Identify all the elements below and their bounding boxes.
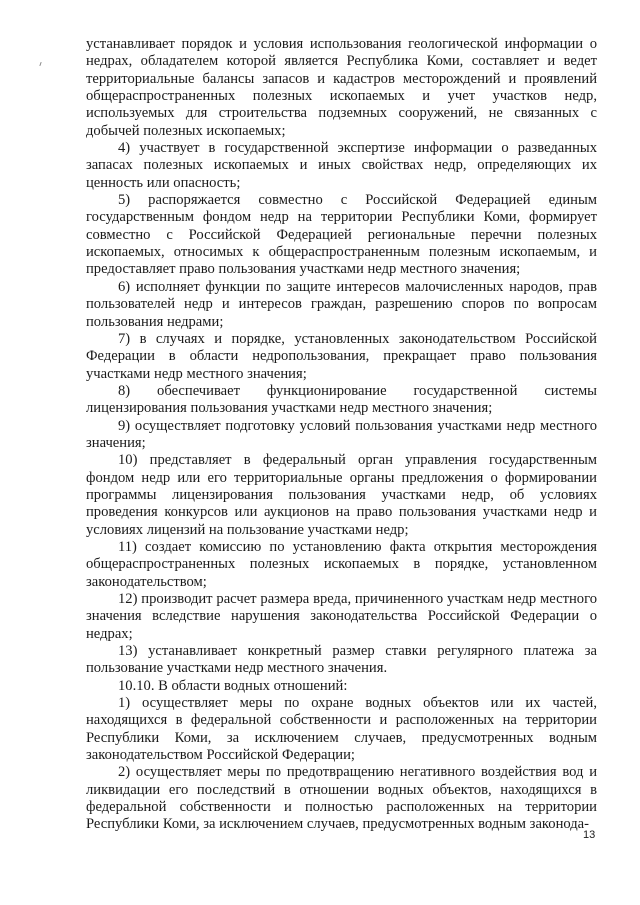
paragraph-13: 1) осуществляет меры по охране водных объектов или их частей, находящихся в федеральной собственности и расположенных на территории Республики Коми, за исключением случаев, предусмотренных водным законодательством Российской Федерации; <box>86 695 597 764</box>
paragraph-9: 11) создает комиссию по установлению факта открытия месторождения общераспространенных полезных ископаемых в порядке, установленном законодательством; <box>86 538 597 590</box>
paragraph-1: устанавливает порядок и условия использования геологической информации о недрах, обладателем которой является Республика Коми, составляет и ведет территориальные балансы запасов и кадастров месторождений и проявлений общераспространенных полезных ископаемых и учет участков недр, используемых для строительства подземных сооружений, не связанных с добычей полезных ископаемых; <box>86 36 597 139</box>
scan-speck <box>39 62 41 66</box>
paragraph-3: 5) распоряжается совместно с Российской Федерацией единым государственным фондом недр на территории Республики Коми, формирует совместно с Российской Федерацией региональные перечни полезных ископаемых, относимых к общераспространенным полезным ископаемым, и предоставляет право пользования участками недр местного значения; <box>86 192 597 278</box>
section-heading: 10.10. В области водных отношений: <box>118 677 348 694</box>
paragraph-8: 10) представляет в федеральный орган управления государственным фондом недр или его территориальные органы предложения о формировании программы лицензирования пользования участками недр, об условиях проведения конкурсов или аукционов на право пользования участками недр и условиях лицензий на пользование участками недр; <box>86 452 597 538</box>
paragraph-5: 7) в случаях и порядке, установленных законодательством Российской Федерации в области недропользования, прекращает право пользования участками недр местного значения; <box>86 330 597 382</box>
paragraph-4: 6) исполняет функции по защите интересов малочисленных народов, прав пользователей недр и интересов граждан, разрешению споров по вопросам пользования недрами; <box>86 278 597 330</box>
paragraph-2: 4) участвует в государственной экспертизе информации о разведанных запасах полезных ископаемых и иных свойствах недр, определяющих их ценность или опасность; <box>86 140 597 191</box>
paragraph-14: 2) осуществляет меры по предотвращению негативного воздействия вод и ликвидации его последствий в отношении водных объектов, находящихся в федеральной собственности и полностью расположенных на территории Республики Коми, за исключением случаев, предусмотренных водным законода- <box>86 764 597 833</box>
paragraph-6: 8) обеспечивает функционирование государственной системы лицензирования пользования участками недр местного значения; <box>86 382 597 417</box>
document-body <box>86 36 597 834</box>
page-number: 13 <box>583 829 596 841</box>
paragraph-10: 12) производит расчет размера вреда, причиненного участкам недр местного значения вследствие нарушения законодательства Российской Федерации о недрах; <box>86 591 597 642</box>
paragraph-11: 13) устанавливает конкретный размер ставки регулярного платежа за пользование участками недр местного значения. <box>86 643 597 677</box>
paragraph-7: 9) осуществляет подготовку условий пользования участками недр местного значения; <box>86 417 597 451</box>
